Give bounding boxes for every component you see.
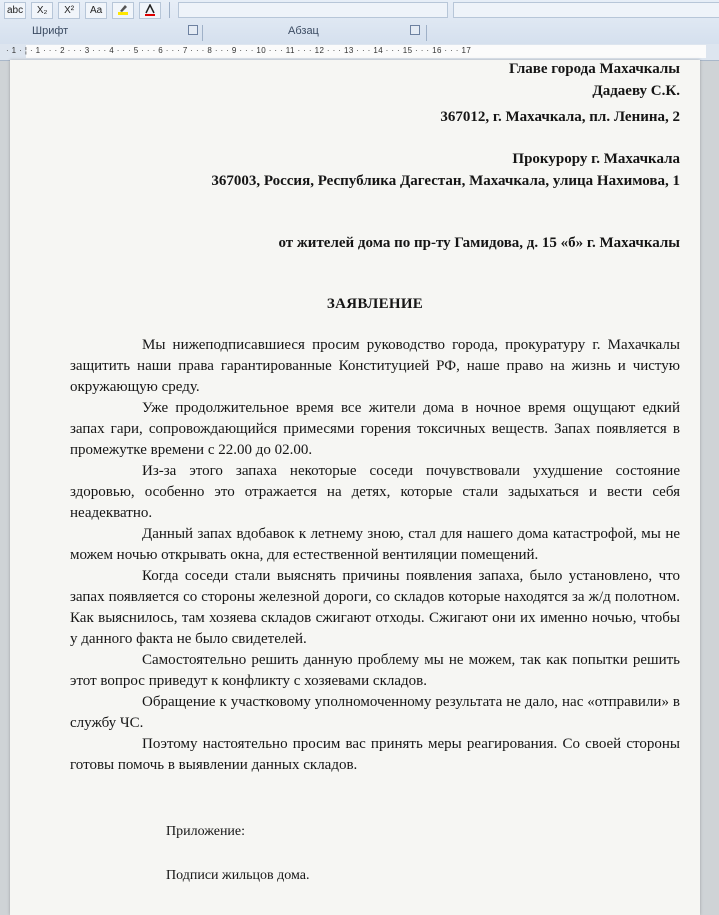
font-color-button[interactable] <box>139 2 161 19</box>
font-color-icon <box>144 4 156 16</box>
paragraph: Уже продолжительное время все жители дома в ночное время ощущают едкий запах гари, сопровождающийся примесями горения токсичных веществ. Запах появляется в промежутке времени с 22.00 до 02.00. <box>70 400 680 458</box>
paragraph: Обращение к участковому уполномоченному результата не дало, нас «отправили» в службу ЧС. <box>70 694 680 731</box>
ribbon-group-labels <box>0 22 719 42</box>
ribbon-separator <box>169 2 170 18</box>
addressee-line: Дадаеву С.К. <box>592 83 680 99</box>
addressee-line: 367003, Россия, Республика Дагестан, Махачкала, улица Нахимова, 1 <box>211 173 680 189</box>
paragraph-tools-strip[interactable] <box>178 2 448 18</box>
highlight-color-button[interactable] <box>112 2 134 19</box>
paragraph: Когда соседи стали выяснять причины появления запаха, было установлено, что запах появляется со стороны железной дороги, со складов которые находятся за ж/д полотном. Как выяснилось, там хозяева складов сжигают отходы. Сжигают они их именно ночью, чтобы у данного факта не было свидетелей. <box>70 568 680 647</box>
ruler-ticks: · 1 · ¦ · 1 · · · 2 · · · 3 · · · 4 · · · 5 · · · 6 · · · 7 · · · 8 · · · 9 · · · 10 · · · 11 · · · 12 · · · 13 · · · 14 · · · 15 · · · 16 · · · 17 <box>6 46 472 55</box>
document-body <box>70 60 680 884</box>
document-title: ЗАЯВЛЕНИЕ <box>326 296 424 312</box>
addressee-prosecutor <box>70 148 680 192</box>
strikethrough-button[interactable]: abc <box>4 2 26 19</box>
paragraph-dialog-launcher-icon[interactable] <box>410 25 420 35</box>
highlighter-icon <box>117 4 129 16</box>
styles-strip[interactable] <box>453 2 719 18</box>
paragraph: Из-за этого запаха некоторые соседи почувствовали ухудшение состояние здоровью, особенно это отражается на детях, которые стали задыхаться и вести себя неадекватно. <box>70 463 680 521</box>
paragraph: Поэтому настоятельно просим вас принять меры реагирования. Со своей стороны готовы помочь в выявлении данных складов. <box>70 736 680 773</box>
statement-body <box>70 335 680 776</box>
paragraph: Данный запах вдобавок к летнему зною, стал для нашего дома катастрофой, мы не можем ночью открывать окна, для естественной вентиляции помещений. <box>70 526 680 563</box>
addressee-line: Прокурору г. Махачкала <box>512 151 680 167</box>
change-case-button[interactable]: Aa <box>85 2 107 19</box>
paragraph: Самостоятельно решить данную проблему мы не можем, так как попытки решить этот вопрос приведут к конфликту с хозяевами складов. <box>70 652 680 689</box>
paragraph: Мы нижеподписавшиеся просим руководство города, прокуратуру г. Махачкалы защитить наши права гарантированные Конституцией РФ, наше право на жизнь и чистую окружающую среду. <box>70 337 680 395</box>
attachment-item: Подписи жильцов дома. <box>166 868 310 883</box>
ribbon <box>0 0 719 45</box>
document-page[interactable] <box>10 60 700 915</box>
subscript-button[interactable]: X₂ <box>31 2 53 19</box>
font-dialog-launcher-icon[interactable] <box>188 25 198 35</box>
paragraph-group-label: Абзац <box>288 25 319 37</box>
font-group-label: Шрифт <box>32 25 69 37</box>
attachment-label: Приложение: <box>166 824 246 839</box>
addressee-line: 367012, г. Махачкала, пл. Ленина, 2 <box>440 109 680 125</box>
group-divider <box>426 25 427 41</box>
sender-line: от жителей дома по пр-ту Гамидова, д. 15 «б» г. Махачкалы <box>278 235 680 251</box>
superscript-button[interactable]: X² <box>58 2 80 19</box>
ribbon-font-row <box>0 0 719 20</box>
group-divider <box>202 25 203 41</box>
addressee-line: Главе города Махачкалы <box>509 61 680 77</box>
addressee-head <box>70 58 680 128</box>
